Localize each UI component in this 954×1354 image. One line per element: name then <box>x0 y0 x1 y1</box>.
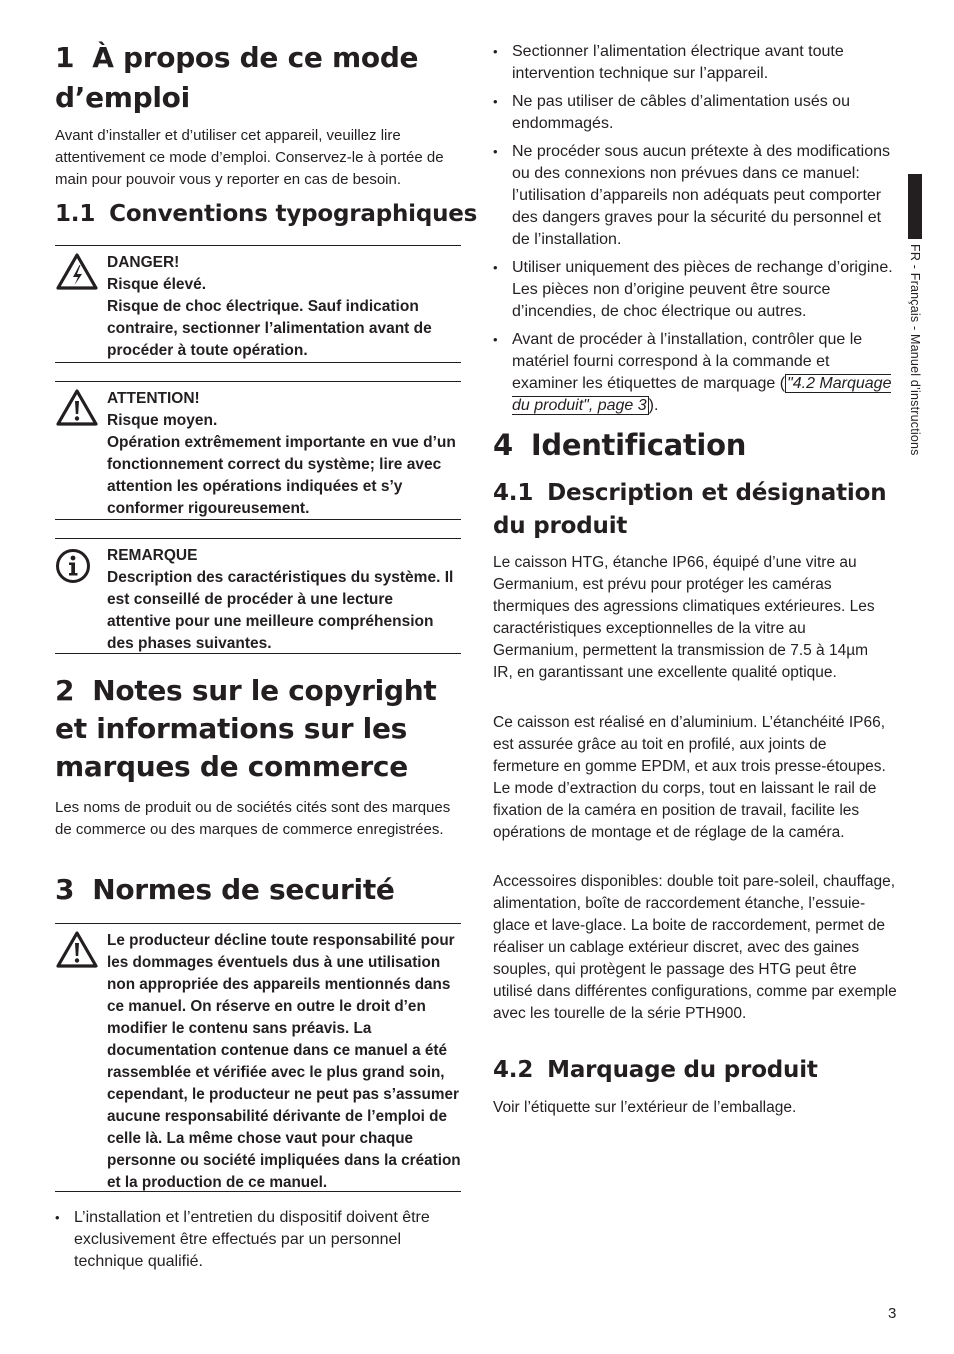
section1-1-title: 1.1 Conventions typographiques <box>55 201 478 227</box>
list-item: • Avant de procéder à l’installation, contrôler que le matériel fourni correspond à la commande et examiner les étiquettes de marquage ( "4.2 Marquage du produit", page 3 ). <box>493 329 897 417</box>
attention-description: Opération extrêmement importante en vue d’un fonctionnement correct du système; lire avec attention les opérations indiquées et s’y conformer rigoureusement. <box>107 434 456 517</box>
attention-label: ATTENTION! <box>107 390 200 407</box>
section1-heading <box>55 38 461 118</box>
section4-title: 4 Identification <box>493 428 747 462</box>
section2-title-line3: marques de commerce <box>55 750 408 783</box>
attention-text <box>107 388 461 520</box>
safety-warning-text: Le producteur décline toute responsabilité pour les dommages éventuels dus à une utilisation non appropriée des appareils mentionnés dans ce manuel. On réserve en outre le droit d’en modifier le contenu sans préavis. La documentation contenue dans ce manuel a été rassemblée et vérifiée avec le plus grand soin, cependant, le producteur ne peut pas s’assumer aucune responsabilité dérivante de l’emploi de celle là. La même chose vaut pour chaque personne ou société impliquées dans la création et la production de ce manuel. <box>107 932 461 1191</box>
list-item: • Utiliser uniquement des pièces de rechange d’origine. Les pièces non d’origine peuvent être source d’incendies, de choc électrique ou autres. <box>493 257 897 323</box>
section4-1-title: 4.1 Description et désignation <box>493 480 887 506</box>
warning-icon <box>55 930 99 970</box>
remarque-text <box>107 545 461 655</box>
section4-1-title-line2: du produit <box>493 513 628 539</box>
product-description-paragraph: Accessoires disponibles: double toit pare-soleil, chauffage, alimentation, boîte de raccordement étanche, l’essuie-glace et lave-glace. La boite de raccordement, permet de réaliser un cablage extérieur discret, avec des gaines souples, qui protègent le passage des HTG peut être utilisé dans différentes configurations, comme par exemple avec les tourelle de la série PTH900. <box>493 873 897 1022</box>
attention-notice <box>55 381 461 520</box>
warning-icon <box>55 388 99 428</box>
section1-intro: Avant d’installer et d’utiliser cet appareil, veuillez lire attentivement ce mode d’emploi. Conservez-le à portée de main pour pouvoir vous y reporter en cas de besoin. <box>55 127 444 188</box>
list-item: • L’installation et l’entretien du dispositif doivent être exclusivement être effectués par un personnel technique qualifié. <box>55 1207 461 1273</box>
section2-title-line2: et informations sur les <box>55 712 408 745</box>
section3-title: 3 Normes de securité <box>55 873 395 906</box>
language-tab-marker <box>908 174 922 239</box>
section2-heading <box>55 672 475 786</box>
remarque-notice <box>55 538 461 654</box>
electric-warning-icon <box>55 252 99 292</box>
section1-title-line2: d’emploi <box>55 81 190 114</box>
section2-text: Les noms de produit ou de sociétés cités sont des marques de commerce ou des marques de commerce enregistrées. <box>55 799 451 838</box>
section4-1-heading <box>493 477 897 543</box>
language-tab-label: FR - Français - Manuel d’instructions <box>908 244 922 456</box>
section4-2-text: Voir l’étiquette sur l’extérieur de l’emballage. <box>493 1099 797 1116</box>
safety-bullets-left <box>55 1207 461 1273</box>
page-number: 3 <box>888 1305 897 1322</box>
section1-title: 1 À propos de ce mode <box>55 41 419 74</box>
safety-bullets-right <box>493 41 897 417</box>
attention-level: Risque moyen. <box>107 412 218 429</box>
section2-title: 2 Notes sur le copyright <box>55 674 437 707</box>
danger-label: DANGER! <box>107 254 180 271</box>
list-item: • Ne procéder sous aucun prétexte à des modifications ou des connexions non prévues dans ce manuel: l’utilisation d’appareils non adéquats peut comporter des dangers graves pour la sécurité du personnel et de l’installation. <box>493 141 897 251</box>
list-item: • Sectionner l’alimentation électrique avant toute intervention technique sur l’appareil. <box>493 41 897 85</box>
danger-level: Risque élevé. <box>107 276 207 293</box>
danger-description: Risque de choc électrique. Sauf indication contraire, sectionner l’alimentation avant de procéder à toute opération. <box>107 298 432 359</box>
safety-warning-notice <box>55 923 461 1192</box>
section4-2-title: 4.2 Marquage du produit <box>493 1057 818 1083</box>
cross-reference-link[interactable]: "4.2 Marquage du produit", page 3 <box>512 375 892 414</box>
danger-notice <box>55 245 461 363</box>
info-icon <box>55 545 99 585</box>
product-description-paragraph: Le caisson HTG, étanche IP66, équipé d’une vitre au Germanium, est prévu pour protéger les caméras thermiques des agressions climatiques extérieures. Les caractéristiques exceptionnelles de la vitre au Germanium, permettent la transmission de 7.5 à 14µm IR, en garantissant une excellente qualité optique. <box>493 554 875 681</box>
list-item: • Ne pas utiliser de câbles d’alimentation usés ou endommagés. <box>493 91 897 135</box>
remarque-label: REMARQUE <box>107 547 198 564</box>
product-description-paragraph: Ce caisson est réalisé en d’aluminium. L’étanchéité IP66, est assurée grâce au toit en profilé, aux joints de fermeture en gomme EPDM, et aux trois presse-étoupes. Le mode d’extraction du corps, tout en laissant le rail de fixation de la caméra en position de travail, facilite les opérations de montage et de réglage de la caméra. <box>493 714 886 841</box>
remarque-description: Description des caractéristiques du système. Il est conseillé de procéder à une lecture attentive pour une meilleure compréhension des phases suivantes. <box>107 569 454 652</box>
danger-text <box>107 252 461 362</box>
